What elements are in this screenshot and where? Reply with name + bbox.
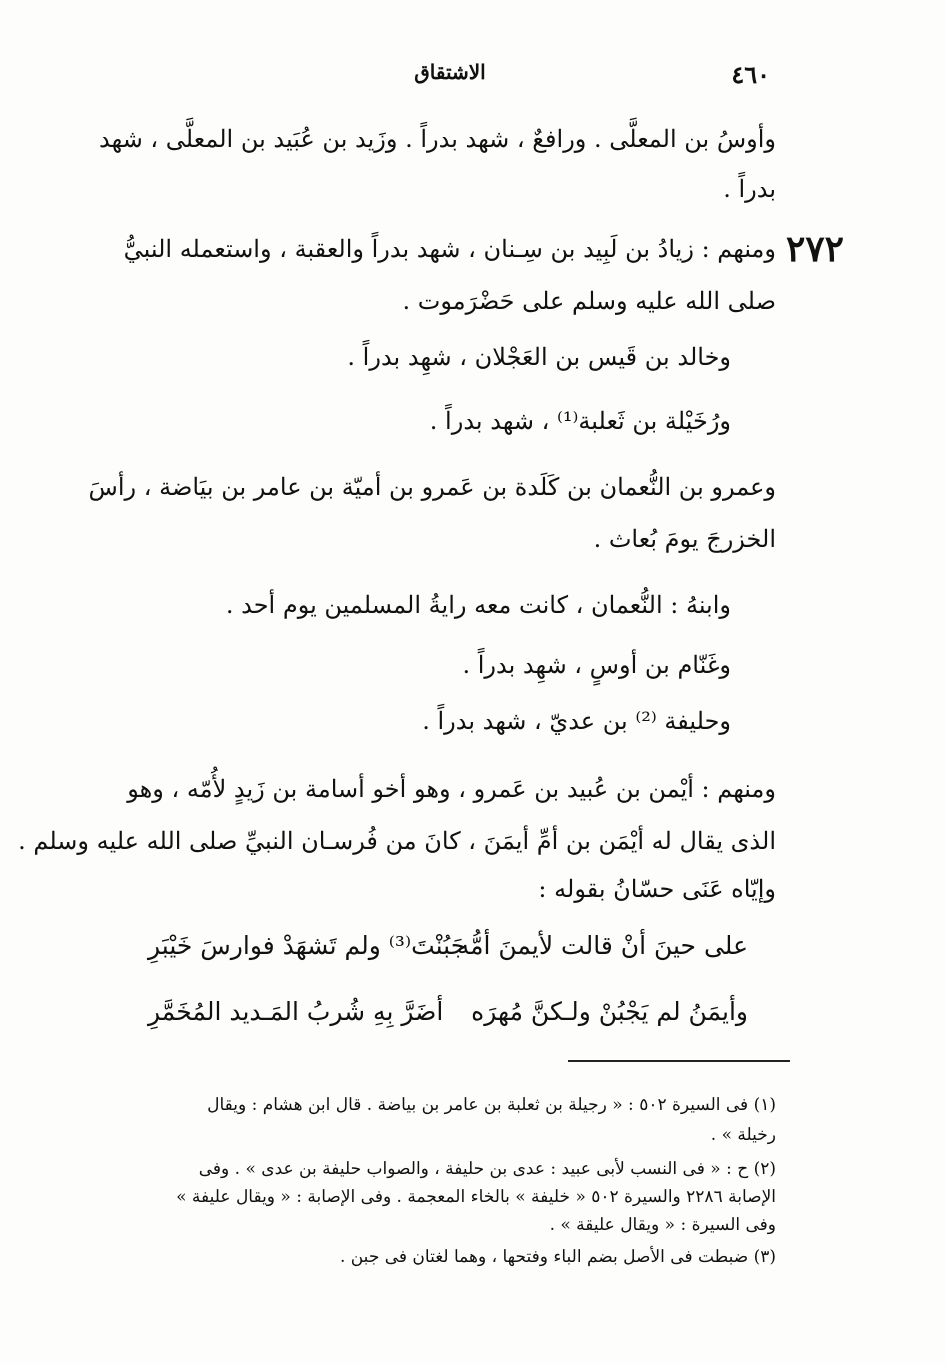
paragraph-line: وعمرو بن النُّعمان بن كَلَدة بن عَمرو بن أميّة بن عامر بن بيَاضة ، رأسَ	[88, 473, 776, 501]
paragraph-line: وحليفة ⁽²⁾ بن عديّ ، شهد بدراً .	[422, 707, 731, 735]
paragraph-line: ومنهم : أيْمن بن عُبيد بن عَمرو ، وهو أخو أسامة بن زَيدٍ لأُمّه ، وهو	[127, 775, 776, 803]
verse-hemistich: وأيمَنُ لم يَجْبُنْ ولـكنَّ مُهرَه	[471, 997, 748, 1026]
verse-hemistich: أضَرَّ بِهِ شُربُ المَـديد المُخَمَّرِ	[148, 997, 444, 1026]
paragraph-line: بدراً .	[723, 175, 776, 203]
paragraph-line: صلى الله عليه وسلم على حَضْرَموت .	[402, 287, 776, 315]
paragraph-line: وأوسُ بن المعلَّى . ورافعٌ ، شهد بدراً . وزَيد بن عُبَيد بن المعلَّى ، شهد	[99, 125, 776, 153]
paragraph-line: وخالد بن قَيس بن العَجْلان ، شهِد بدراً .	[347, 343, 731, 371]
paragraph-line: وإيّاه عَنَى حسّانُ بقوله :	[538, 875, 776, 903]
paragraph-line: الخزرجَ يومَ بُعاث .	[593, 525, 776, 553]
paragraph-line: وابنهُ : النُّعمان ، كانت معه رايةُ المسلمين يوم أحد .	[225, 591, 731, 619]
verse-hemistich: جَبُنْتَ⁽³⁾ ولم تَشهَدْ فوارسَ خَيْبَرِ	[148, 931, 467, 960]
paragraph-line: وغَنّام بن أوسٍ ، شهِد بدراً .	[462, 651, 731, 679]
paragraph-line: ورُخَيْلة بن ثَعلبة⁽¹⁾ ، شهد بدراً .	[429, 407, 731, 435]
footnote-line: (٢) ح : « فى النسب لأبى عبيد : عدى بن حليفة ، والصواب حليفة بن عدى » . وفى	[198, 1159, 776, 1179]
footnote-line: الإصابة ٢٢٨٦ والسيرة ٥٠٢ « خليفة » بالخاء المعجمة . وفى الإصابة : « ويقال عليفة »	[176, 1187, 776, 1207]
footnote-line: رخيلة » .	[710, 1125, 776, 1145]
footnote-divider	[568, 1060, 790, 1062]
page-number: ٤٦٠	[731, 60, 770, 89]
section-number: ٢٧٢	[785, 228, 844, 270]
running-title: الاشتقاق	[414, 60, 486, 84]
footnote-line: وفى السيرة : « ويقال عليقة » .	[549, 1215, 776, 1235]
footnote-line: (٣) ضبطت فى الأصل بضم الباء وفتحها ، وهما لغتان فى جبن .	[339, 1247, 776, 1267]
footnote-line: (١) فى السيرة ٥٠٢ : « رجيلة بن ثعلبة بن عامر بن بياضة . قال ابن هشام : ويقال	[207, 1095, 776, 1115]
verse-hemistich: على حينَ أنْ قالت لأيمنَ أمُّه	[456, 931, 748, 960]
paragraph-line: الذى يقال له أيْمَن بن أمِّ أيمَنَ ، كانَ من فُرسـان النبيِّ صلى الله عليه وسلم .	[18, 827, 776, 855]
paragraph-line: ومنهم : زيادُ بن لَبِيد بن سِـنان ، شهد بدراً والعقبة ، واستعمله النبيُّ	[123, 235, 776, 263]
